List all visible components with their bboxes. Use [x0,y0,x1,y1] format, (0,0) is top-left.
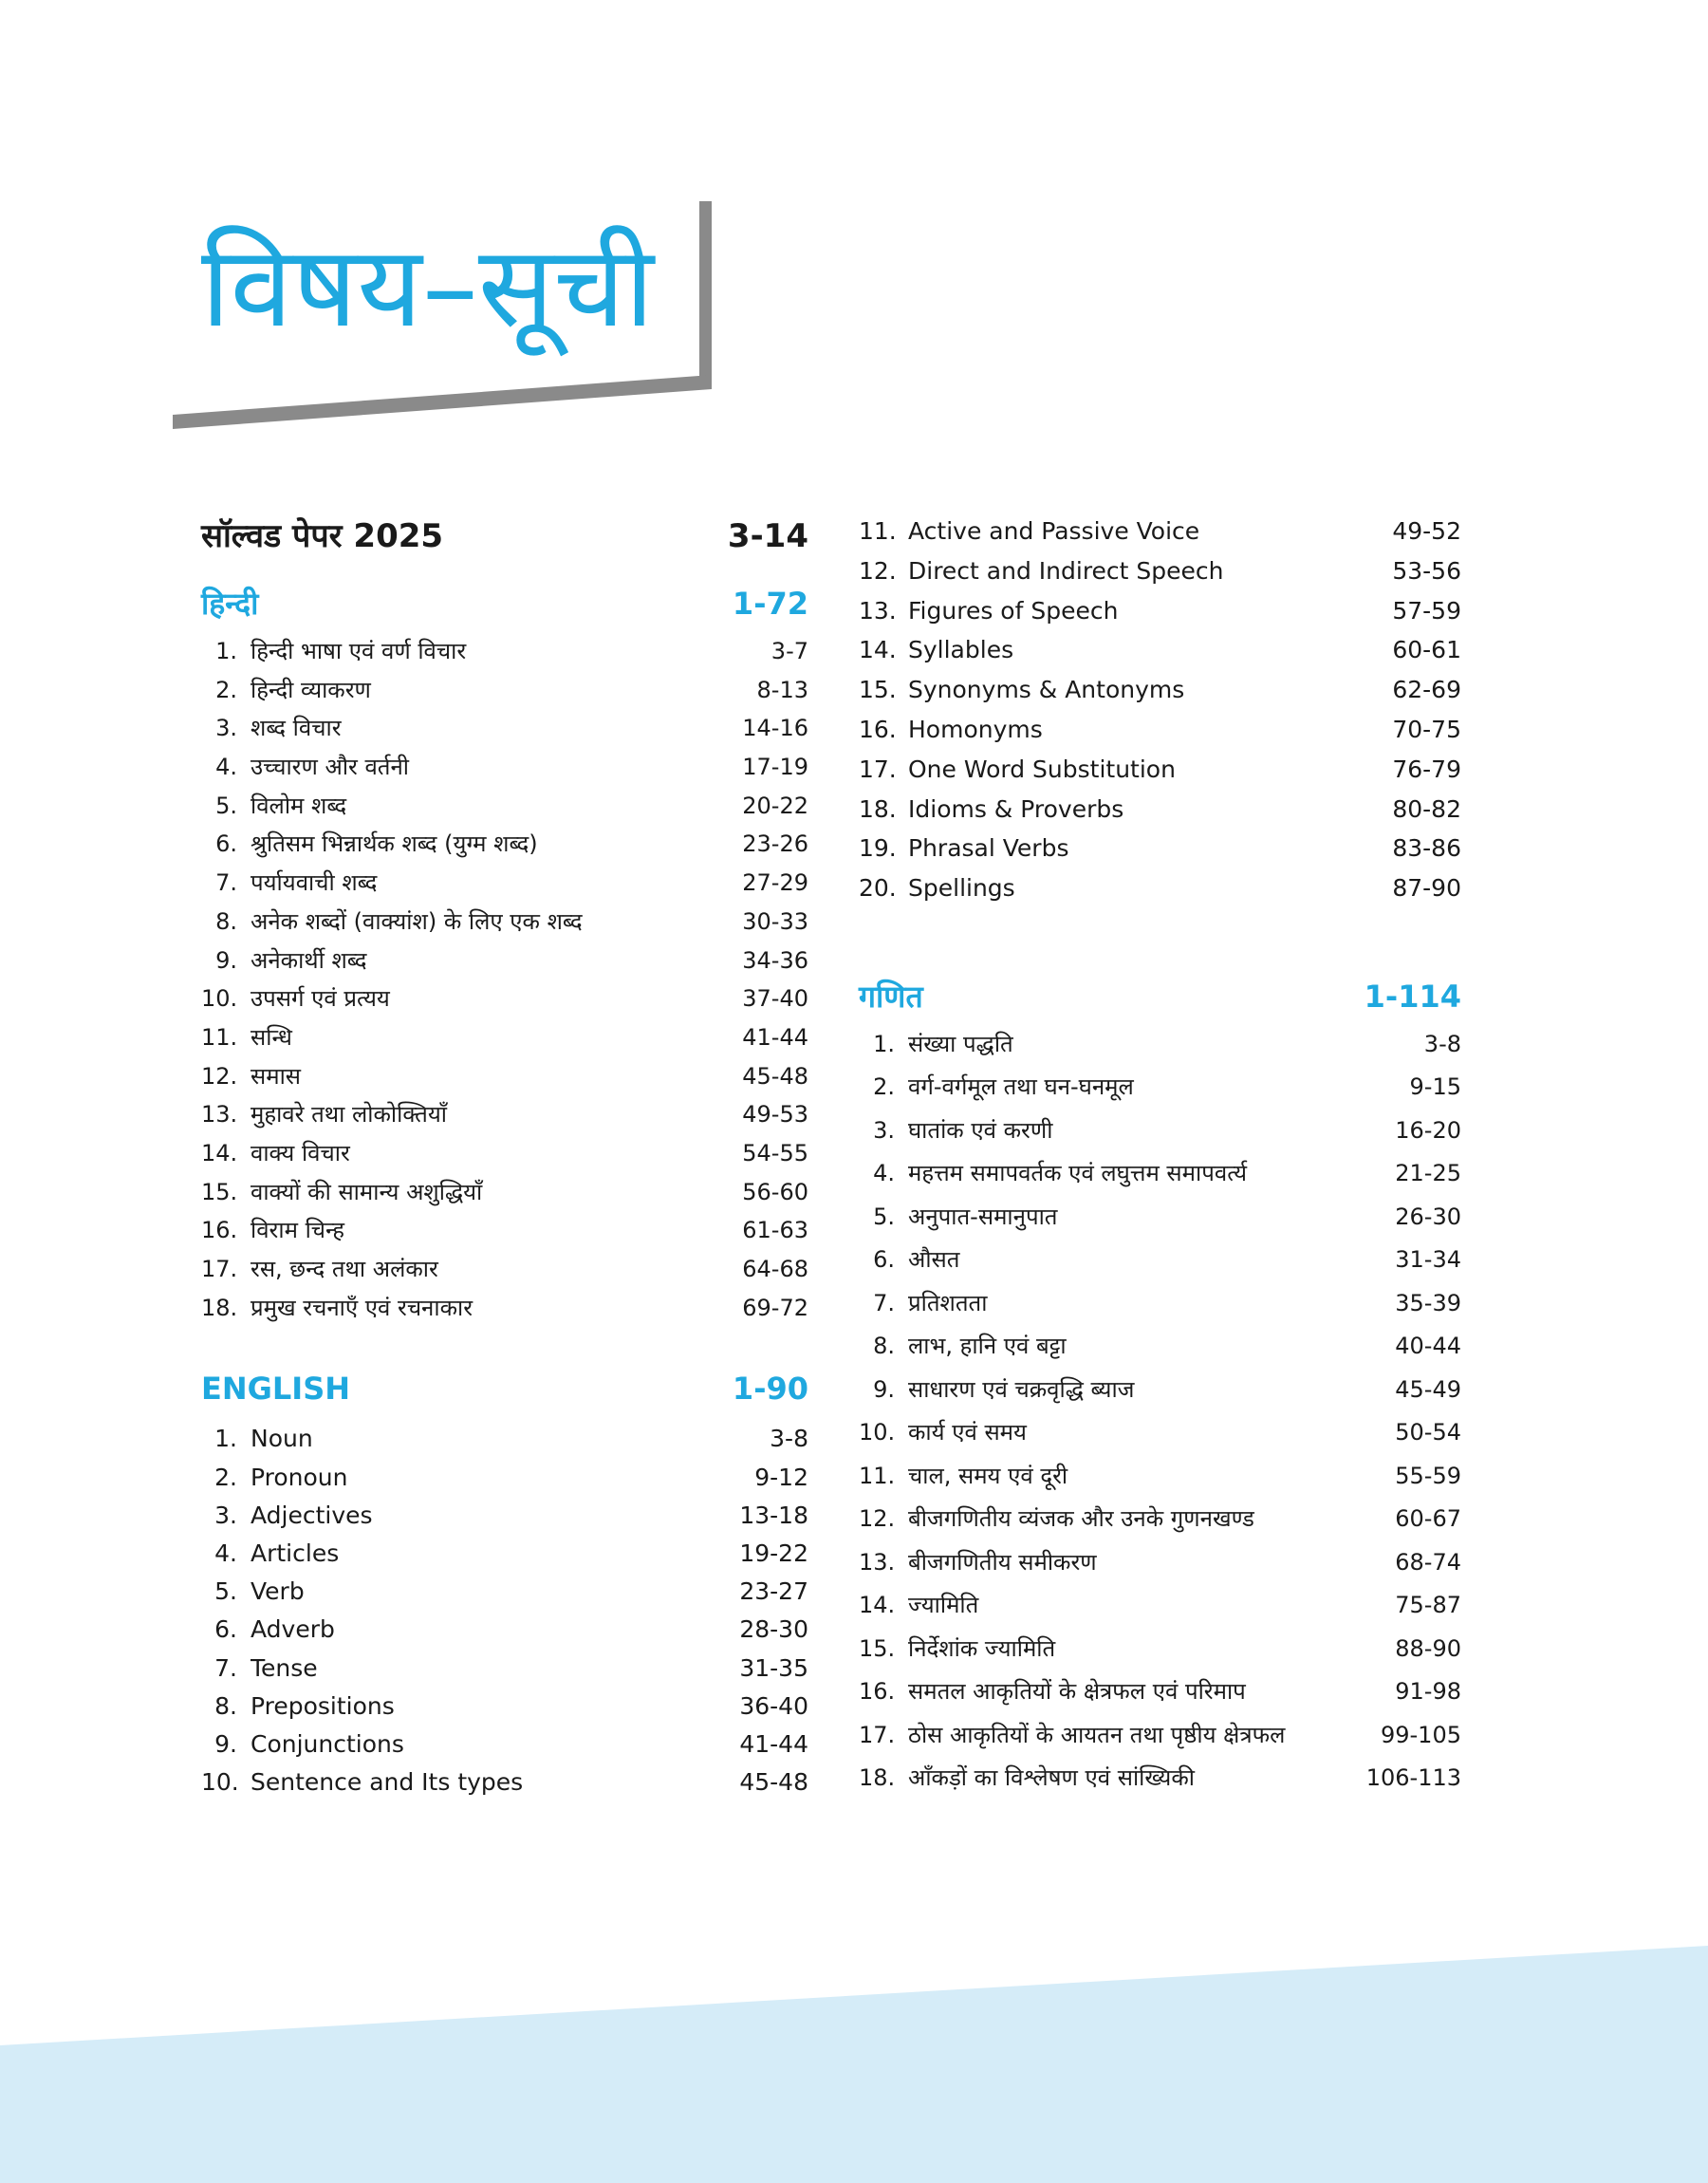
page-range: 37-40 [742,985,808,1013]
toc-entry[interactable] [201,1535,808,1573]
toc-entry[interactable] [859,1543,1461,1587]
chapter-title: Active and Passive Voice [908,517,1200,545]
chapter-title: Homonyms [908,715,1043,743]
page-range: 80-82 [1392,794,1461,823]
toc-entry[interactable] [859,1025,1461,1069]
page-range: 21-25 [1395,1160,1461,1187]
page-range: 31-35 [739,1653,808,1682]
chapter-number: 13. [201,1101,238,1129]
chapter-number: 7. [214,1653,237,1682]
page-range: 26-30 [1395,1203,1461,1230]
toc-entry[interactable] [859,631,1461,671]
toc-entry[interactable] [201,1611,808,1649]
toc-entry[interactable] [859,1630,1461,1673]
chapter-number: 9. [214,1729,237,1758]
chapter-title: विलोम शब्द [251,792,347,819]
page-range: 8-13 [756,676,808,703]
chapter-title: उच्चारण और वर्तनी [251,754,410,781]
maths-chapter-list [859,1025,1461,1802]
page-range: 99-105 [1380,1721,1461,1748]
page-range: 35-39 [1395,1289,1461,1316]
toc-entry[interactable] [201,1726,808,1763]
chapter-title: ज्यामिति [908,1592,979,1619]
toc-entry[interactable] [859,592,1461,632]
page-range: 17-19 [742,754,808,781]
chapter-title: Articles [251,1539,340,1567]
chapter-number: 4. [215,754,237,781]
toc-entry[interactable] [859,1154,1461,1198]
chapter-title: Syllables [908,636,1014,664]
chapter-title: औसत [908,1246,960,1274]
chapter-title: Phrasal Verbs [908,834,1069,863]
chapter-title: हिन्दी व्याकरण [251,676,371,703]
chapter-title: प्रतिशतता [908,1289,988,1316]
toc-entry[interactable] [859,1759,1461,1802]
page-range: 14-16 [742,715,808,742]
page-range: 40-44 [1395,1333,1461,1360]
toc-entry[interactable] [859,1068,1461,1111]
toc-entry[interactable] [859,830,1461,869]
chapter-number: 13. [859,596,897,625]
page-range: 91-98 [1395,1678,1461,1706]
chapter-number: 11. [859,1462,896,1489]
page-range: 13-18 [739,1501,808,1529]
page-range: 31-34 [1395,1246,1461,1274]
page-range: 60-61 [1392,636,1461,664]
toc-entry[interactable] [201,1573,808,1611]
chapter-number: 13. [859,1548,896,1576]
chapter-number: 9. [215,946,237,974]
page-range: 27-29 [742,869,808,897]
page-range: 20-22 [742,792,808,819]
chapter-number: 14. [859,636,897,664]
page-title: विषय–सूची [201,221,655,352]
page-range: 68-74 [1395,1548,1461,1576]
page-range: 16-20 [1395,1116,1461,1144]
toc-entry[interactable] [201,1289,808,1328]
page-range: 49-53 [742,1101,808,1129]
chapter-number: 5. [873,1203,895,1230]
chapter-number: 8. [215,907,237,935]
section-heading-hindi[interactable] [201,583,808,632]
chapter-number: 9. [873,1375,895,1403]
chapter-title: प्रमुख रचनाएँ एवं रचनाकार [251,1294,473,1321]
toc-entry[interactable] [201,748,808,787]
page-range: 70-75 [1392,715,1461,743]
toc-entry[interactable] [201,942,808,980]
chapter-title: वर्ग-वर्गमूल तथा घन-घनमूल [908,1073,1134,1101]
chapter-title: कार्य एवं समय [908,1419,1027,1446]
chapter-number: 3. [873,1116,895,1144]
chapter-title: Adverb [251,1615,335,1644]
chapter-title: हिन्दी भाषा एवं वर्ण विचार [251,638,467,664]
english-chapter-list-continued [859,513,1461,909]
page-range: 57-59 [1392,596,1461,625]
chapter-number: 5. [214,1577,237,1606]
chapter-number: 10. [201,1768,239,1797]
chapter-number: 8. [214,1691,237,1720]
page-range: 87-90 [1392,874,1461,903]
chapter-number: 1. [215,638,237,664]
solved-paper-entry[interactable] [201,513,808,573]
page-range: 30-33 [742,907,808,935]
chapter-title: Direct and Indirect Speech [908,556,1224,585]
toc-entry[interactable] [859,1500,1461,1543]
page-range: 41-44 [742,1023,808,1051]
toc-entry[interactable] [201,671,808,710]
chapter-number: 2. [873,1073,895,1101]
chapter-title: Figures of Speech [908,596,1119,625]
chapter-number: 2. [215,676,237,703]
chapter-number: 10. [859,1419,896,1446]
page-range: 9-15 [1409,1073,1461,1101]
section-title: गणित [859,978,923,1015]
toc-entry[interactable] [201,1650,808,1688]
chapter-number: 15. [201,1178,238,1205]
page-range: 3-8 [770,1425,808,1453]
toc-entry[interactable] [859,751,1461,791]
chapter-title: Prepositions [251,1691,395,1720]
toc-entry[interactable] [201,1211,808,1250]
page-range: 3-8 [1423,1030,1461,1057]
chapter-number: 12. [859,556,897,585]
chapter-title: ठोस आकृतियों के आयतन तथा पृष्ठीय क्षेत्रफल [908,1721,1286,1748]
chapter-number: 17. [859,755,897,783]
page-range: 64-68 [742,1256,808,1282]
page-range: 23-27 [739,1577,808,1606]
chapter-title: Pronoun [251,1463,348,1491]
page-range: 45-49 [1395,1375,1461,1403]
toc-entry[interactable] [201,864,808,903]
chapter-number: 17. [201,1256,238,1282]
chapter-title: Sentence and Its types [251,1768,524,1797]
toc-entry[interactable] [201,903,808,942]
page-range: 45-48 [742,1062,808,1090]
chapter-title: अनेक शब्दों (वाक्यांश) के लिए एक शब्द [251,907,583,935]
section-heading-maths[interactable] [859,976,1461,1025]
chapter-number: 18. [859,794,897,823]
solved-paper-label: सॉल्वड पेपर 2025 [201,517,444,555]
page-range: 61-63 [742,1217,808,1244]
chapter-number: 6. [214,1615,237,1644]
page-range: 56-60 [742,1178,808,1205]
chapter-title: बीजगणितीय व्यंजक और उनके गुणनखण्ड [908,1505,1254,1533]
chapter-title: Adjectives [251,1501,373,1529]
chapter-title: घातांक एवं करणी [908,1116,1053,1144]
toc-entry[interactable] [201,1688,808,1726]
toc-entry[interactable] [201,787,808,826]
toc-entry[interactable] [859,1198,1461,1241]
section-pages: 1-90 [732,1371,808,1408]
chapter-title: निर्देशांक ज्यामिति [908,1634,1056,1662]
page-range: 53-56 [1392,556,1461,585]
toc-entry[interactable] [201,1420,808,1458]
toc-entry[interactable] [201,1134,808,1173]
chapter-title: सन्धि [251,1023,292,1051]
chapter-number: 11. [859,517,897,545]
toc-entry[interactable] [859,1111,1461,1155]
chapter-title: समास [251,1062,302,1090]
chapter-number: 5. [215,792,237,819]
toc-entry[interactable] [859,1457,1461,1501]
chapter-title: समतल आकृतियों के क्षेत्रफल एवं परिमाप [908,1678,1246,1706]
page-range: 41-44 [739,1729,808,1758]
chapter-number: 3. [214,1501,237,1529]
toc-entry[interactable] [201,632,808,671]
section-pages: 1-114 [1364,978,1461,1015]
page-range: 3-7 [770,638,808,664]
toc-entry[interactable] [859,1284,1461,1328]
section-pages: 1-72 [732,586,808,622]
toc-entry[interactable] [859,1672,1461,1716]
chapter-number: 15. [859,676,897,704]
page-range: 55-59 [1395,1462,1461,1489]
toc-entry[interactable] [859,1413,1461,1457]
chapter-number: 12. [859,1505,896,1533]
chapter-title: Conjunctions [251,1729,404,1758]
toc-entry[interactable] [201,1763,808,1801]
toc-entry[interactable] [859,711,1461,751]
hindi-chapter-list [201,632,808,1327]
toc-entry[interactable] [201,1018,808,1057]
page-range: 9-12 [754,1463,808,1491]
toc-entry[interactable] [201,1173,808,1212]
chapter-title: अनेकार्थी शब्द [251,946,367,974]
chapter-title: Spellings [908,874,1015,903]
chapter-number: 1. [873,1030,895,1057]
section-title: ENGLISH [201,1371,351,1408]
toc-entry[interactable] [859,1241,1461,1284]
page-range: 60-67 [1395,1505,1461,1533]
page-range: 49-52 [1392,517,1461,545]
chapter-number: 20. [859,874,897,903]
page-range: 36-40 [739,1691,808,1720]
chapter-number: 12. [201,1062,238,1090]
page-range: 88-90 [1395,1634,1461,1662]
toc-entry[interactable] [201,1459,808,1497]
chapter-title: वाक्यों की सामान्य अशुद्धियाँ [251,1178,483,1205]
chapter-number: 18. [859,1764,896,1792]
chapter-title: पर्यायवाची शब्द [251,869,378,897]
toc-entry[interactable] [859,671,1461,711]
chapter-title: महत्तम समापवर्तक एवं लघुत्तम समापवर्त्य [908,1160,1248,1187]
solved-paper-pages: 3-14 [727,517,808,555]
chapter-number: 19. [859,834,897,863]
toc-entry[interactable] [859,552,1461,592]
page-range: 23-26 [742,830,808,858]
chapter-title: अनुपात-समानुपात [908,1203,1058,1230]
page-range: 69-72 [742,1294,808,1321]
chapter-number: 18. [201,1294,238,1321]
chapter-title: मुहावरे तथा लोकोक्तियाँ [251,1101,447,1129]
toc-entry[interactable] [201,1250,808,1289]
toc-entry[interactable] [201,1497,808,1535]
chapter-number: 11. [201,1023,238,1051]
page-range: 45-48 [739,1768,808,1797]
chapter-number: 7. [873,1289,895,1316]
page-range: 19-22 [739,1539,808,1567]
section-title: हिन्दी [201,586,259,622]
chapter-number: 17. [859,1721,896,1748]
toc-entry[interactable] [201,709,808,748]
chapter-number: 2. [214,1463,237,1491]
toc-entry[interactable] [859,513,1461,552]
chapter-title: चाल, समय एवं दूरी [908,1462,1068,1489]
page-range: 50-54 [1395,1419,1461,1446]
toc-entry[interactable] [201,825,808,864]
chapter-title: श्रुतिसम भिन्नार्थक शब्द (युग्म शब्द) [251,830,538,858]
chapter-number: 6. [873,1246,895,1274]
chapter-title: रस, छन्द तथा अलंकार [251,1256,438,1282]
page-range: 106-113 [1365,1764,1461,1792]
chapter-title: बीजगणितीय समीकरण [908,1548,1097,1576]
chapter-title: Idioms & Proverbs [908,794,1124,823]
chapter-title: विराम चिन्ह [251,1217,344,1244]
chapter-title: Verb [251,1577,305,1606]
chapter-number: 16. [859,715,897,743]
toc-left-column [201,513,808,1801]
english-chapter-list [201,1420,808,1801]
section-heading-english[interactable] [201,1371,808,1420]
chapter-number: 6. [215,830,237,858]
toc-entry[interactable] [201,980,808,1018]
chapter-title: शब्द विचार [251,715,342,742]
chapter-title: Synonyms & Antonyms [908,676,1185,704]
toc-entry[interactable] [859,1586,1461,1630]
chapter-title: One Word Substitution [908,755,1176,783]
chapter-number: 16. [201,1217,238,1244]
chapter-number: 14. [201,1139,238,1166]
chapter-number: 14. [859,1592,896,1619]
chapter-title: उपसर्ग एवं प्रत्यय [251,985,390,1013]
toc-entry[interactable] [859,1371,1461,1414]
chapter-title: संख्या पद्धति [908,1030,1013,1057]
chapter-title: वाक्य विचार [251,1139,350,1166]
toc-right-column [859,513,1461,1802]
chapter-title: Noun [251,1425,313,1453]
chapter-title: लाभ, हानि एवं बट्टा [908,1333,1067,1360]
chapter-number: 3. [215,715,237,742]
chapter-number: 15. [859,1634,896,1662]
page-range: 75-87 [1395,1592,1461,1619]
chapter-number: 4. [873,1160,895,1187]
chapter-number: 10. [201,985,238,1013]
page-range: 54-55 [742,1139,808,1166]
page-range: 34-36 [742,946,808,974]
toc-entry[interactable] [859,1327,1461,1371]
chapter-number: 7. [215,869,237,897]
toc-entry[interactable] [201,1095,808,1134]
chapter-title: Tense [251,1653,318,1682]
page-range: 28-30 [739,1615,808,1644]
page-range: 76-79 [1392,755,1461,783]
toc-entry[interactable] [201,1057,808,1096]
toc-entry[interactable] [859,791,1461,830]
chapter-number: 1. [214,1425,237,1453]
chapter-title: साधारण एवं चक्रवृद्धि ब्याज [908,1375,1135,1403]
toc-entry[interactable] [859,1716,1461,1760]
page-range: 83-86 [1392,834,1461,863]
chapter-title: आँकड़ों का विश्लेषण एवं सांख्यिकी [908,1764,1196,1792]
toc-entry[interactable] [859,869,1461,909]
chapter-number: 16. [859,1678,896,1706]
page-range: 62-69 [1392,676,1461,704]
chapter-number: 4. [214,1539,237,1567]
chapter-number: 8. [873,1333,895,1360]
